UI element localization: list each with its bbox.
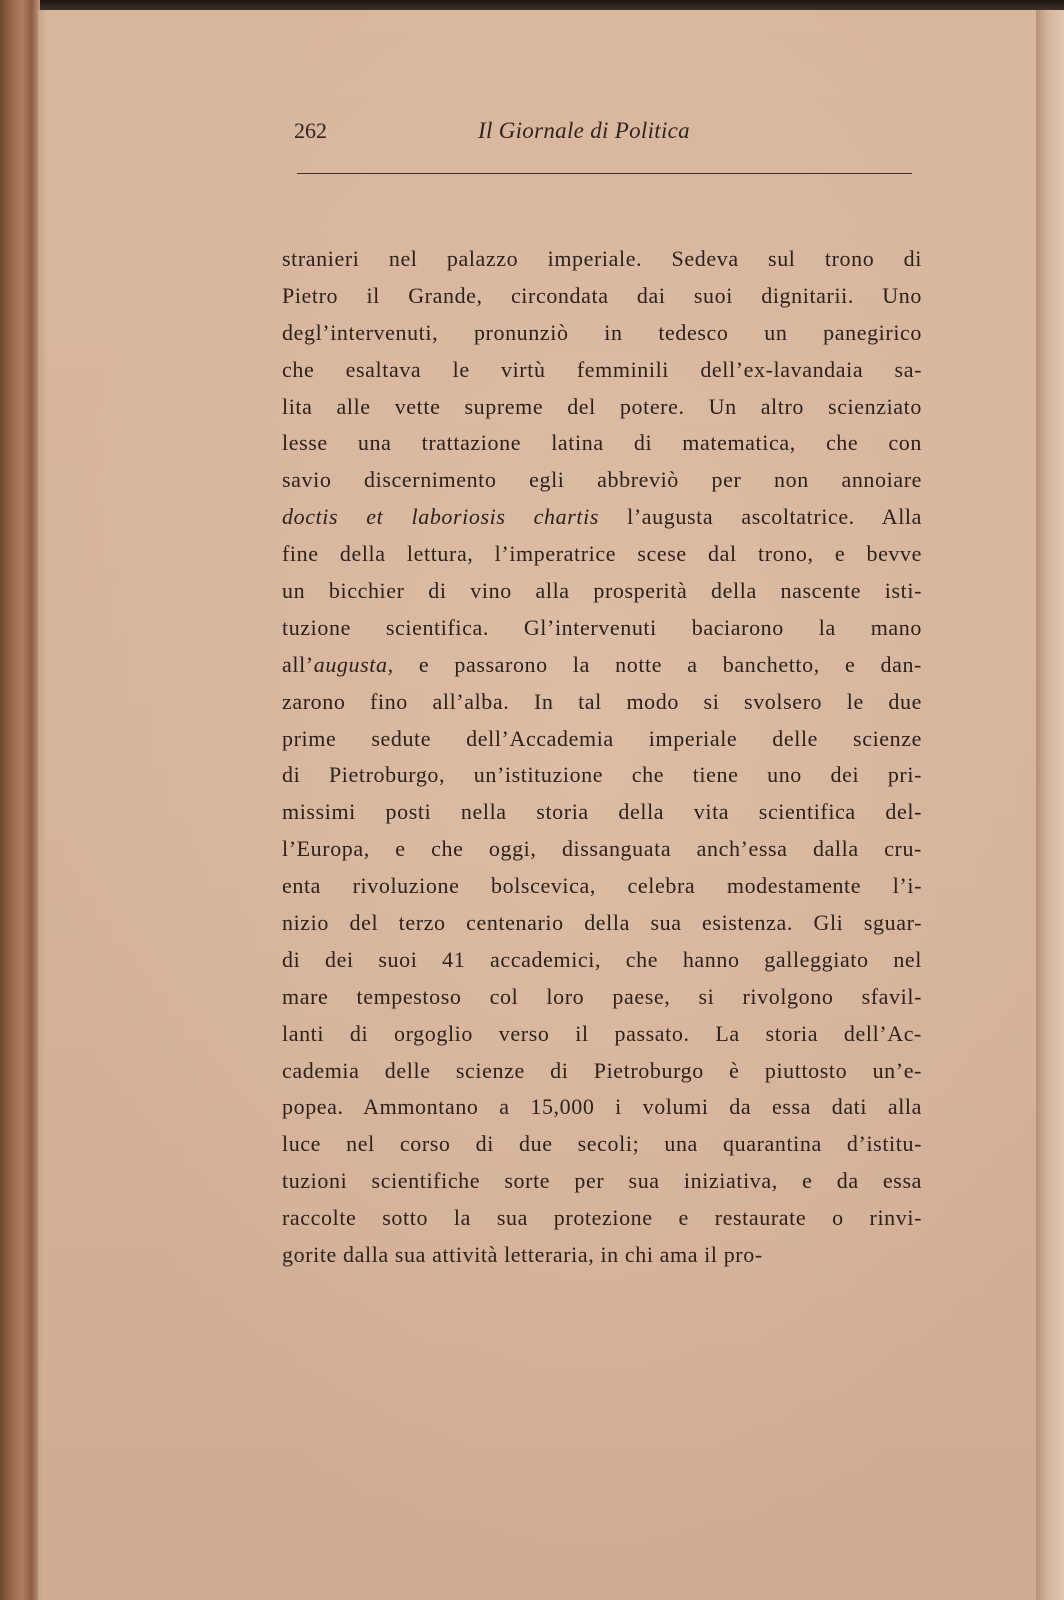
body-text	[282, 241, 922, 1274]
text-line: doctis et laboriosis chartis l’augusta ascoltatrice. Alla	[282, 504, 922, 530]
text-line: luce nel corso di due secoli; una quarantina d’istitu-	[282, 1131, 922, 1157]
text-line: all’augusta, e passarono la notte a banchetto, e dan-	[282, 651, 922, 677]
text-line: che esaltava le virtù femminili dell’ex-lavandaia sa-	[282, 356, 922, 382]
text-line: Pietro il Grande, circondata dai suoi dignitarii. Uno	[282, 282, 922, 308]
text-line: zarono fino all’alba. In tal modo si svolsero le due	[282, 688, 922, 714]
italic-phrase: augusta,	[313, 651, 394, 677]
text-line: enta rivoluzione bolscevica, celebra modestamente l’i-	[282, 873, 922, 899]
italic-phrase: doctis et laboriosis chartis	[282, 504, 599, 530]
page-fore-edge	[1036, 10, 1064, 1600]
text-line: l’Europa, e che oggi, dissanguata anch’essa dalla cru-	[282, 836, 922, 862]
text-line: lanti di orgoglio verso il passato. La storia dell’Ac-	[282, 1020, 922, 1046]
text-line: stranieri nel palazzo imperiale. Sedeva sul trono di	[282, 246, 922, 271]
text-line: gorite dalla sua attività letteraria, in chi ama il pro-	[282, 1242, 763, 1268]
text-line: di dei suoi 41 accademici, che hanno galleggiato nel	[282, 946, 922, 972]
text-line: savio discernimento egli abbreviò per non annoiare	[282, 467, 922, 493]
text-line: tuzione scientifica. Gl’intervenuti baciarono la mano	[282, 614, 922, 640]
text-line: cademia delle scienze di Pietroburgo è piuttosto un’e-	[282, 1057, 922, 1083]
text-line: lesse una trattazione latina di matematica, che con	[282, 430, 922, 456]
text-line: degl’intervenuti, pronunziò in tedesco un panegirico	[282, 319, 922, 345]
text-line: popea. Ammontano a 15,000 i volumi da essa dati alla	[282, 1094, 922, 1120]
text-line: fine della lettura, l’imperatrice scese dal trono, e bevve	[282, 541, 922, 567]
text-line: prime sedute dell’Accademia imperiale delle scienze	[282, 725, 922, 751]
text-line: un bicchier di vino alla prosperità della nascente isti-	[282, 578, 922, 604]
header-rule	[297, 173, 912, 174]
text-line: tuzioni scientifiche sorte per sua iniziativa, e da essa	[282, 1168, 922, 1194]
text-line: raccolte sotto la sua protezione e restaurate o rinvi-	[282, 1205, 922, 1231]
book-spine	[0, 0, 40, 1600]
text-line: di Pietroburgo, un’istituzione che tiene uno dei pri-	[282, 762, 922, 788]
text-line: nizio del terzo centenario della sua esistenza. Gli sguar-	[282, 910, 922, 936]
text-line: missimi posti nella storia della vita scientifica del-	[282, 799, 922, 825]
text-line: mare tempestoso col loro paese, si rivolgono sfavil-	[282, 983, 922, 1009]
page-number: 262	[294, 118, 327, 143]
running-head	[0, 0, 1064, 200]
journal-title: Il Giornale di Politica	[478, 118, 690, 143]
text-line: lita alle vette supreme del potere. Un altro scienziato	[282, 393, 922, 419]
